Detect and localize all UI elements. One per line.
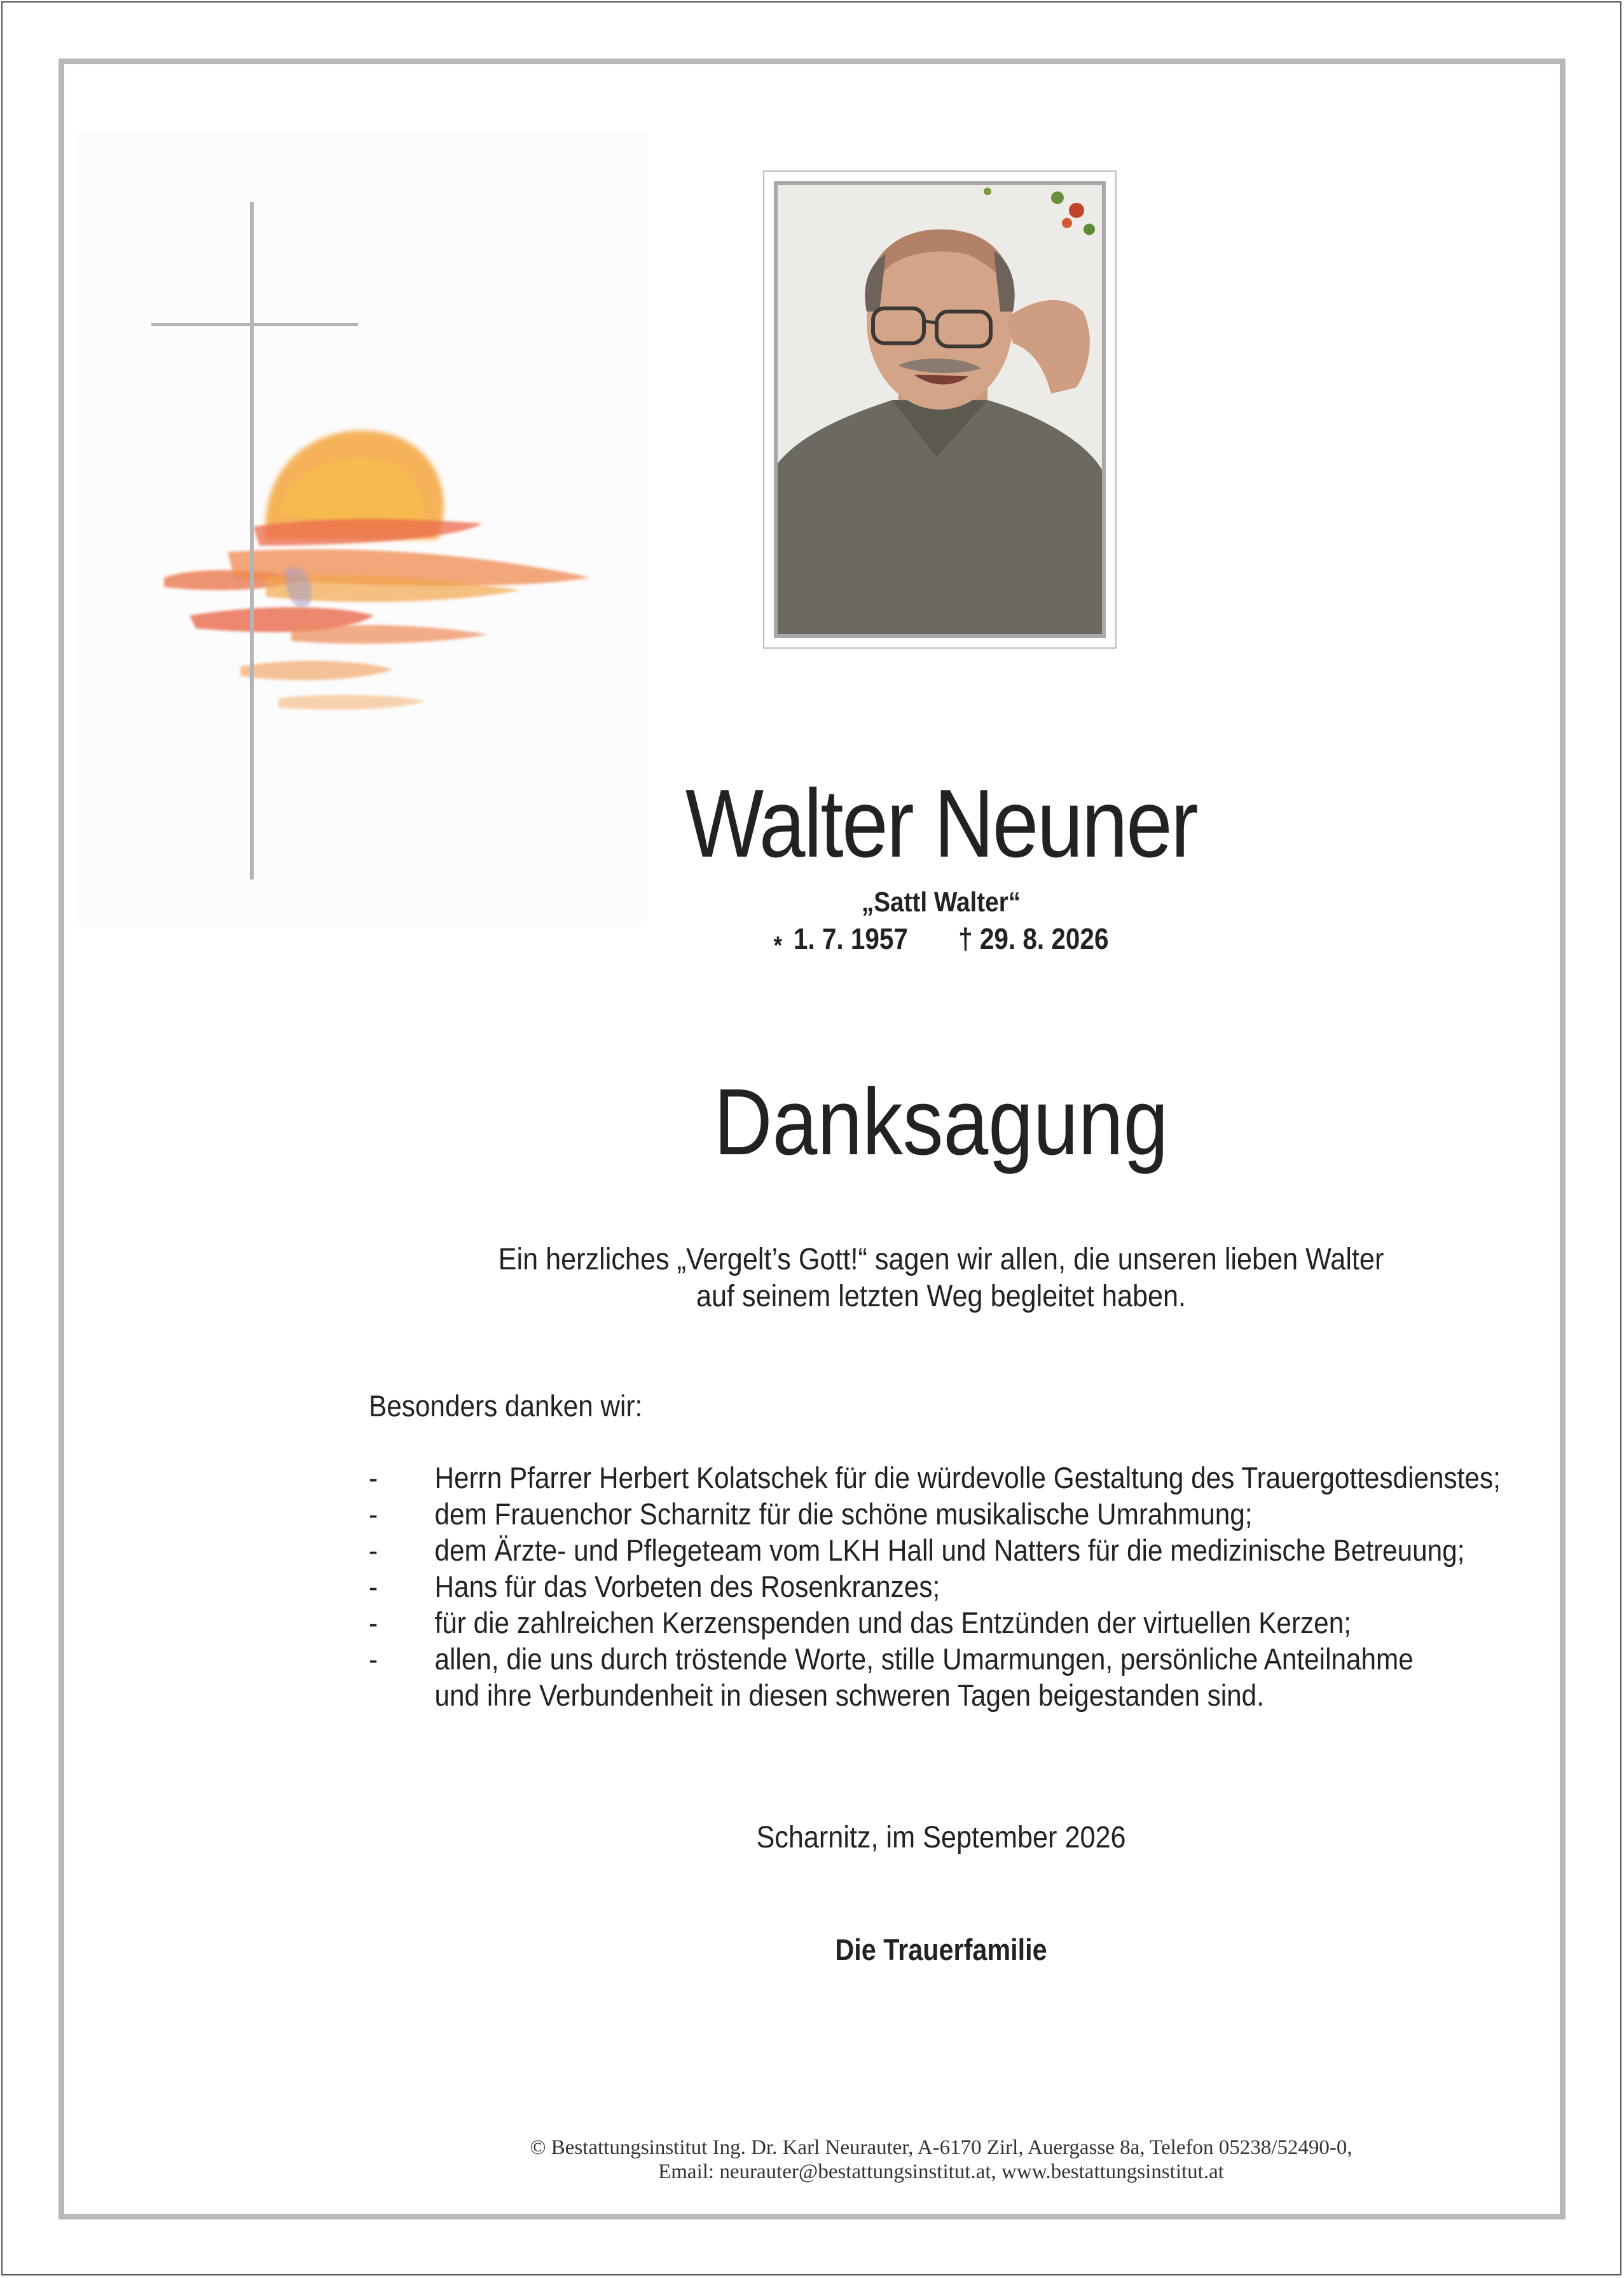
thanks-lead: Besonders danken wir: [369, 1389, 643, 1423]
cross-sunset-artwork [75, 132, 647, 927]
portrait-photo-icon [778, 185, 1102, 634]
death-date: 29. 8. 2026 [979, 922, 1109, 955]
list-item-text: dem Frauenchor Scharnitz für die schöne musikalische Umrahmung; [434, 1497, 1253, 1531]
life-dates [661, 920, 1221, 960]
footer [432, 2136, 1450, 2184]
list-item [369, 1460, 1501, 1496]
intro-line-1: Ein herzliches „Vergelt’s Gott!“ sagen wir allen, die unseren lieben Walter [498, 1243, 1384, 1276]
list-item-text: Herrn Pfarrer Herbert Kolatschek für die würdevolle Gestaltung des Trauergottesdienstes; [434, 1461, 1501, 1495]
bullet: - [369, 1606, 378, 1639]
list-item-text: für die zahlreichen Kerzenspenden und das Entzünden der virtuellen Kerzen; [434, 1606, 1351, 1639]
list-item-text: allen, die uns durch tröstende Worte, stille Umarmungen, persönliche Anteilnahme [434, 1642, 1414, 1676]
list-item-text: Hans für das Vorbeten des Rosenkranzes; [434, 1570, 940, 1603]
signature: Die Trauerfamilie [835, 1933, 1047, 1966]
list-item-continuation: und ihre Verbundenheit in diesen schweren Tagen beigestanden sind. [434, 1678, 1264, 1712]
intro-text [483, 1241, 1399, 1315]
footer-line-2: Email: neurauter@bestattungsinstitut.at, www.bestattungsinstitut.at [658, 2160, 1224, 2183]
portrait-frame [763, 170, 1117, 649]
portrait-photo [774, 181, 1106, 638]
list-item [369, 1568, 1433, 1605]
birth-symbol: * [773, 932, 783, 960]
nickname: „Sattl Walter“ [861, 887, 1021, 918]
thanks-section [369, 1388, 1501, 1713]
bullet: - [369, 1570, 378, 1603]
footer-line-1: © Bestattungsinstitut Ing. Dr. Karl Neurauter, A-6170 Zirl, Auergasse 8a, Telefon 05238/52490-0, [530, 2136, 1352, 2159]
bullet: - [369, 1533, 378, 1567]
list-item [369, 1532, 1465, 1568]
bullet: - [369, 1642, 378, 1676]
danksagung-heading: Danksagung [713, 1070, 1169, 1175]
deceased-name: Walter Neuner [685, 770, 1197, 878]
bullet: - [369, 1461, 378, 1495]
thanks-list [369, 1460, 1501, 1713]
list-item-text: dem Ärzte- und Pflegeteam vom LKH Hall und Natters für die medizinische Betreuung; [434, 1533, 1465, 1567]
intro-line-2: auf seinem letzten Weg begleitet haben. [696, 1280, 1187, 1313]
place-date: Scharnitz, im September 2026 [756, 1821, 1126, 1854]
death-symbol: † [958, 922, 973, 955]
list-item [369, 1641, 1433, 1713]
birth-date: 1. 7. 1957 [793, 922, 908, 955]
cross-sunset-icon [75, 132, 647, 927]
bullet: - [369, 1497, 378, 1531]
name-block [623, 770, 1259, 960]
list-item [369, 1496, 1433, 1532]
list-item [369, 1605, 1433, 1641]
